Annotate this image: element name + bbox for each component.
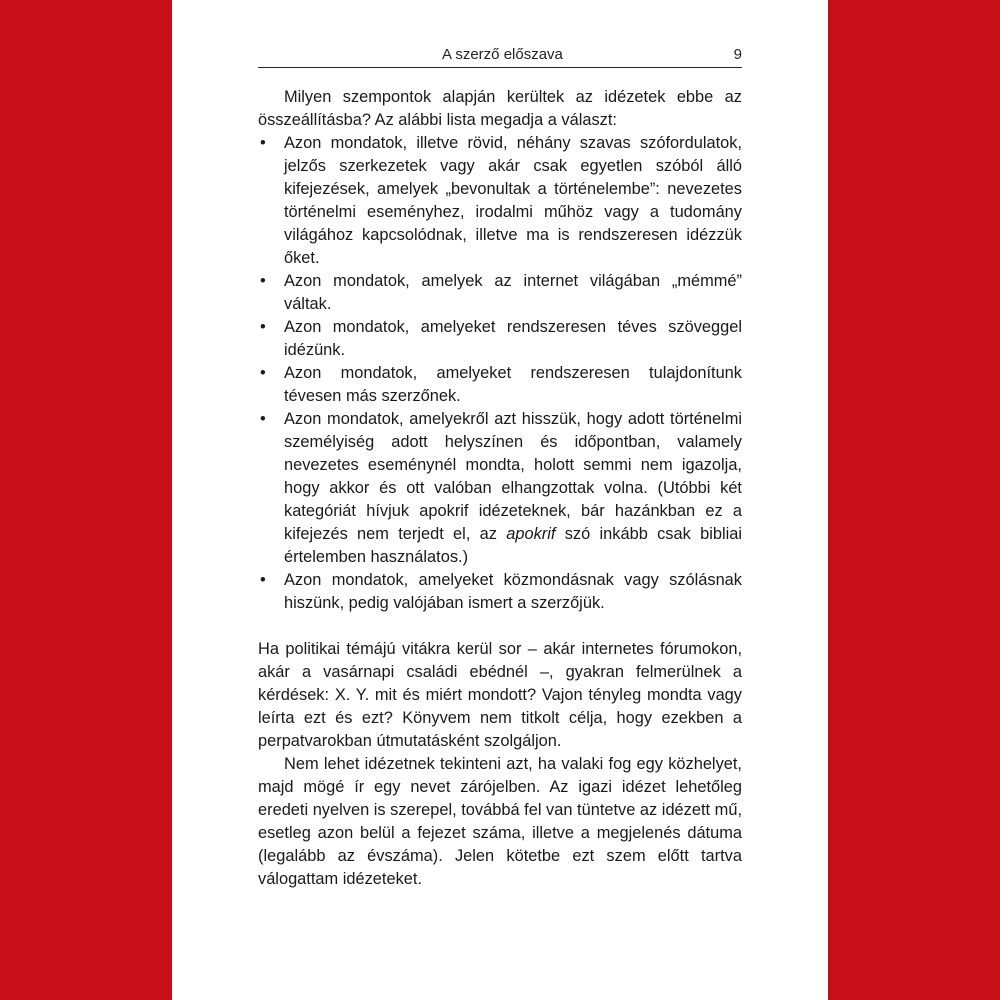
- page-number: 9: [733, 46, 742, 63]
- list-item: • Azon mondatok, amelyek az internet világában „mémmé” váltak.: [258, 270, 742, 316]
- body-paragraph: Nem lehet idézetnek tekinteni azt, ha valaki fog egy közhelyet, majd mögé ír egy nevet zárójelben. Az igazi idézet lehetőleg eredeti nyelven is szerepel, továbbá fel van tüntetve az idézett mű, esetleg azon belül a fejezet száma, illetve a megjelenés dátuma (legalább az évszáma). Jelen kötetbe ezt szem előtt tartva válogattam idézeteket.: [258, 755, 742, 888]
- header-rule: [258, 67, 742, 68]
- list-item: [258, 408, 742, 569]
- page-body: [258, 86, 742, 891]
- criteria-list: [258, 132, 742, 615]
- list-item: • Azon mondatok, amelyeket közmondásnak vagy szólásnak hiszünk, pedig valójában ismert a szerzőjük.: [258, 569, 742, 615]
- intro-paragraph: Milyen szempontok alapján kerültek az idézetek ebbe az összeállításba? Az alábbi lista megadja a választ:: [258, 88, 742, 129]
- list-item: • Azon mondatok, illetve rövid, néhány szavas szófordulatok, jelzős szerkezetek vagy akár csak egyetlen szóból álló kifejezések, amelyek „bevonultak a történelembe”: nevezetes történelmi eseményhez, irodalmi műhöz vagy a tudomány világához kapcsolódnak, illetve ma is rendszeresen idézzük őket.: [258, 132, 742, 270]
- book-page: [172, 0, 828, 1000]
- running-header: [258, 46, 742, 66]
- body-paragraph: Ha politikai témájú vitákra kerül sor – akár internetes fórumokon, akár a vasárnapi családi ebédnél –, gyakran felmerülnek a kérdések: X. Y. mit és miért mondott? Vajon tényleg mondta vagy leírta ezt és ezt? Könyvem nem titkolt célja, hogy ezekben a perpatvarokban útmutatásként szolgáljon.: [258, 640, 742, 750]
- chapter-title: A szerző előszava: [442, 46, 563, 63]
- list-item-text: szó inkább csak bibliai értelemben használatos.): [284, 525, 742, 566]
- italic-term: apokrif: [506, 525, 556, 543]
- list-item: • Azon mondatok, amelyeket rendszeresen téves szöveggel idézünk.: [258, 316, 742, 362]
- list-item: • Azon mondatok, amelyeket rendszeresen tulajdonítunk tévesen más szerzőnek.: [258, 362, 742, 408]
- list-item-text: Azon mondatok, amelyekről azt hisszük, hogy adott történelmi személyiség adott helyszínen és időpontban, valamely nevezetes eseménynél mondta, holott semmi nem igazolja, hogy akkor és ott valóban elhangzottak volna. (Utóbbi két kategóriát hívjuk apokrif idézeteknek, bár hazánkban ez a kifejezés nem terjedt el, az: [284, 410, 742, 543]
- paragraph-gap: [258, 615, 742, 638]
